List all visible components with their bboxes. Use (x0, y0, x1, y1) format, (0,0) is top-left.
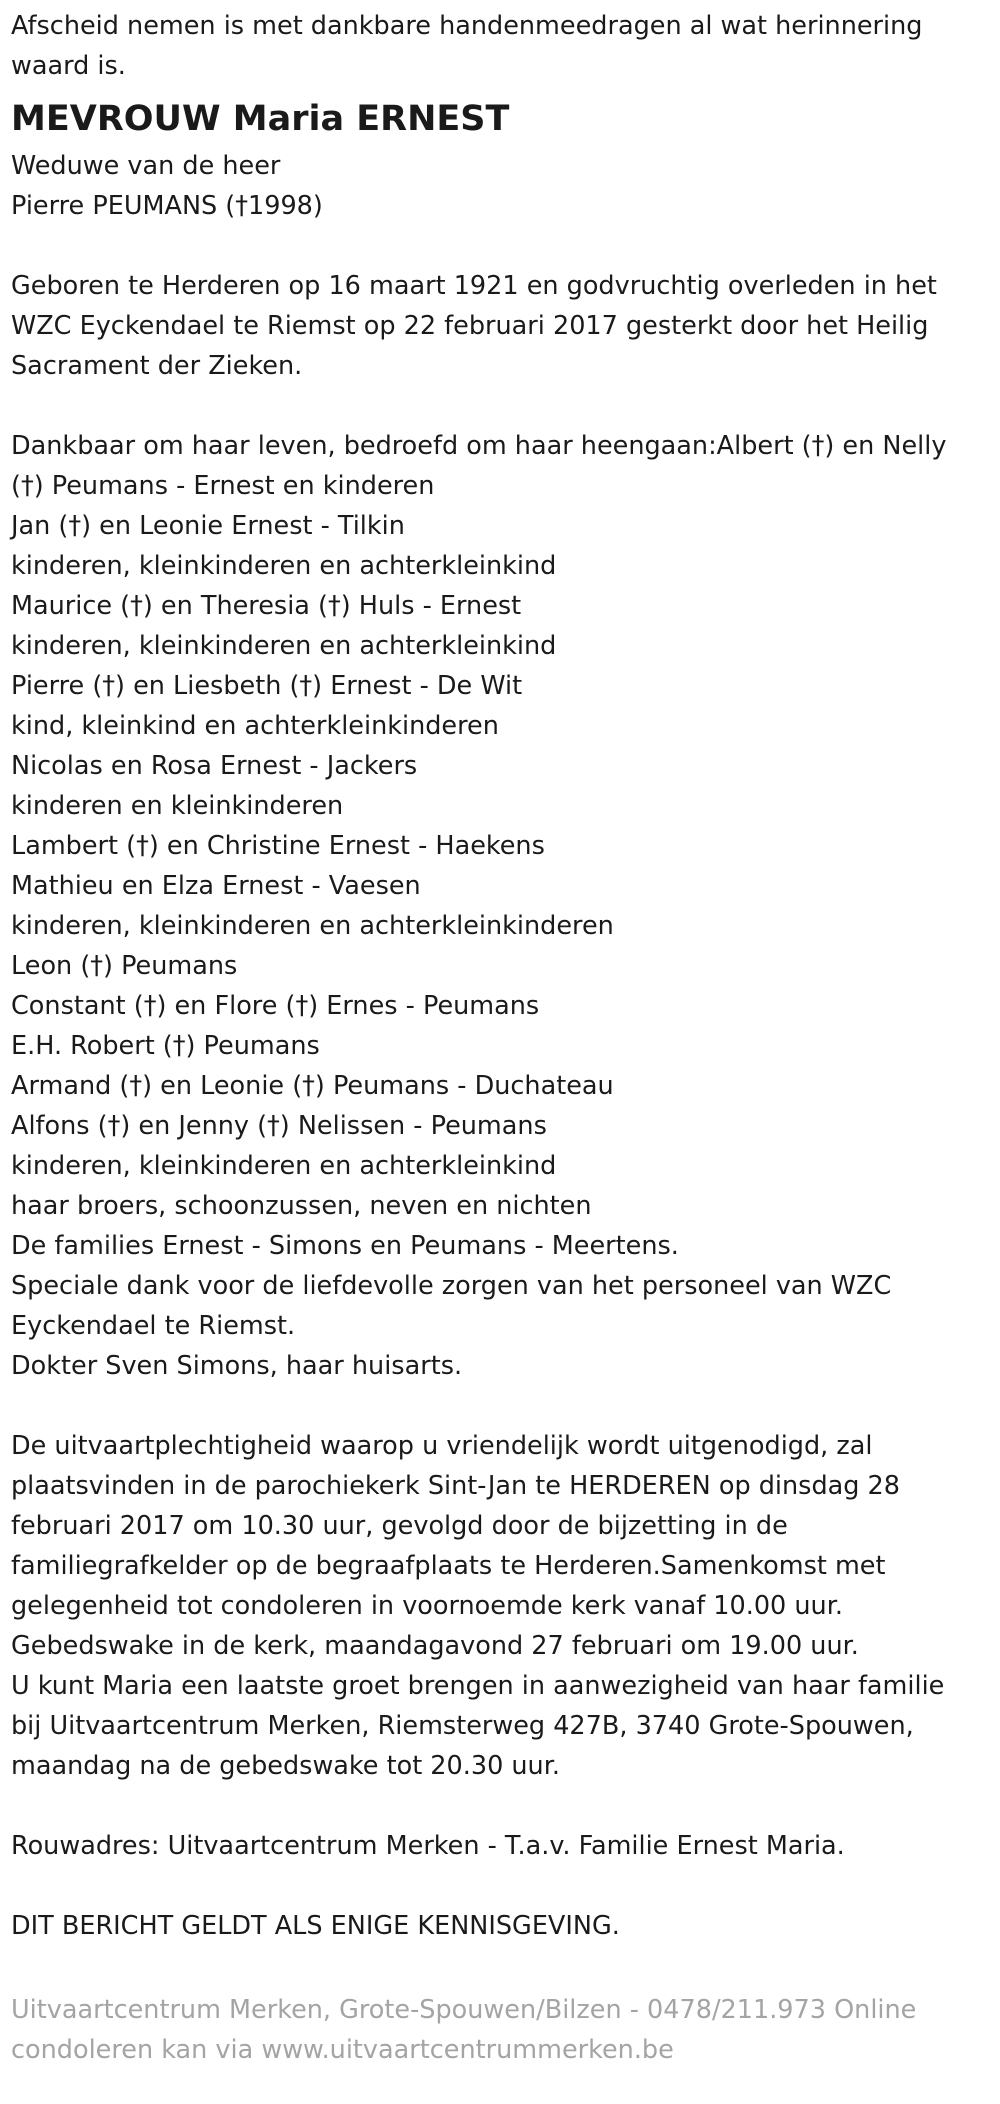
ceremony-line: familiegrafkelder op de begraafplaats te Herderen.Samenkomst met (11, 1551, 886, 1581)
mourner-line: Lambert (†) en Christine Ernest - Haekens (11, 831, 545, 861)
spacer (11, 1946, 996, 1986)
mourner-line: Eyckendael te Riemst. (11, 1311, 296, 1341)
mourner-line: Dokter Sven Simons, haar huisarts. (11, 1351, 463, 1381)
intro-line: Afscheid nemen is met dankbare handenmeedragen al wat herinnering (11, 11, 923, 41)
footer-line: Uitvaartcentrum Merken, Grote-Spouwen/Bilzen - 0478/211.973 Online (11, 1995, 917, 2025)
intro-line: waard is. (11, 51, 126, 81)
mourner-line: Maurice (†) en Theresia (†) Huls - Ernest (11, 591, 522, 621)
ceremony-line: maandag na de gebedswake tot 20.30 uur. (11, 1751, 560, 1781)
mourner-line: Jan (†) en Leonie Ernest - Tilkin (11, 511, 405, 541)
mourner-line: Nicolas en Rosa Ernest - Jackers (11, 751, 418, 781)
mourner-line: kinderen, kleinkinderen en achterkleinkind (11, 631, 557, 661)
widow-line: Weduwe van de heer (11, 151, 281, 181)
ceremony-line: U kunt Maria een laatste groet brengen in aanwezigheid van haar familie (11, 1671, 945, 1701)
official-notice: DIT BERICHT GELDT ALS ENIGE KENNISGEVING. (11, 1911, 620, 1941)
mourner-line: kinderen, kleinkinderen en achterkleinkind (11, 1151, 557, 1181)
mourner-line: Speciale dank voor de liefdevolle zorgen van het personeel van WZC (11, 1271, 892, 1301)
birth-death-line: Sacrament der Zieken. (11, 351, 303, 381)
ceremony-line: De uitvaartplechtigheid waarop u vriendelijk wordt uitgenodigd, zal (11, 1431, 873, 1461)
mourning-address: Rouwadres: Uitvaartcentrum Merken - T.a.v. Familie Ernest Maria. (11, 1831, 845, 1861)
funeral-home-footer (11, 1990, 996, 2070)
birth-death-line: Geboren te Herderen op 16 maart 1921 en godvruchtig overleden in het (11, 271, 937, 301)
ceremony-line: gelegenheid tot condoleren in voornoemde kerk vanaf 10.00 uur. (11, 1591, 843, 1621)
mourner-line: Armand (†) en Leonie (†) Peumans - Duchateau (11, 1071, 614, 1101)
mourner-line: Alfons (†) en Jenny (†) Nelissen - Peumans (11, 1111, 547, 1141)
birth-death-line: WZC Eyckendael te Riemst op 22 februari 2017 gesterkt door het Heilig (11, 311, 929, 341)
mourner-line: kinderen, kleinkinderen en achterkleinkinderen (11, 911, 614, 941)
ceremony-line: bij Uitvaartcentrum Merken, Riemsterweg 427B, 3740 Grote-Spouwen, (11, 1711, 914, 1741)
ceremony-line: februari 2017 om 10.30 uur, gevolgd door de bijzetting in de (11, 1511, 788, 1541)
widow-line: Pierre PEUMANS (†1998) (11, 191, 323, 221)
footer-line: condoleren kan via www.uitvaartcentrummerken.be (11, 2035, 674, 2065)
mourner-line: Leon (†) Peumans (11, 951, 238, 981)
spacer (11, 226, 996, 266)
mourners-list (11, 426, 996, 1386)
mourner-line: Dankbaar om haar leven, bedroefd om haar heengaan:Albert (†) en Nelly (11, 431, 947, 461)
obituary-notice (11, 6, 996, 2070)
mourner-line: kind, kleinkind en achterkleinkinderen (11, 711, 499, 741)
mourner-line: kinderen, kleinkinderen en achterkleinkind (11, 551, 557, 581)
deceased-name: MEVROUW Maria ERNEST (11, 99, 510, 139)
widow-info (11, 146, 996, 226)
mourner-line: haar broers, schoonzussen, neven en nichten (11, 1191, 592, 1221)
birth-death-info (11, 266, 996, 386)
mourner-line: Constant (†) en Flore (†) Ernes - Peumans (11, 991, 540, 1021)
mourner-line: kinderen en kleinkinderen (11, 791, 344, 821)
spacer (11, 1786, 996, 1826)
mourner-line: Mathieu en Elza Ernest - Vaesen (11, 871, 421, 901)
ceremony-info (11, 1426, 996, 1786)
mourner-line: De families Ernest - Simons en Peumans - Meertens. (11, 1231, 679, 1261)
spacer (11, 1386, 996, 1426)
spacer (11, 1866, 996, 1906)
ceremony-line: plaatsvinden in de parochiekerk Sint-Jan te HERDEREN op dinsdag 28 (11, 1471, 901, 1501)
mourner-line: Pierre (†) en Liesbeth (†) Ernest - De Wit (11, 671, 523, 701)
ceremony-line: Gebedswake in de kerk, maandagavond 27 februari om 19.00 uur. (11, 1631, 859, 1661)
intro-quote (11, 6, 996, 86)
mourner-line: (†) Peumans - Ernest en kinderen (11, 471, 435, 501)
spacer (11, 386, 996, 426)
mourner-line: E.H. Robert (†) Peumans (11, 1031, 320, 1061)
